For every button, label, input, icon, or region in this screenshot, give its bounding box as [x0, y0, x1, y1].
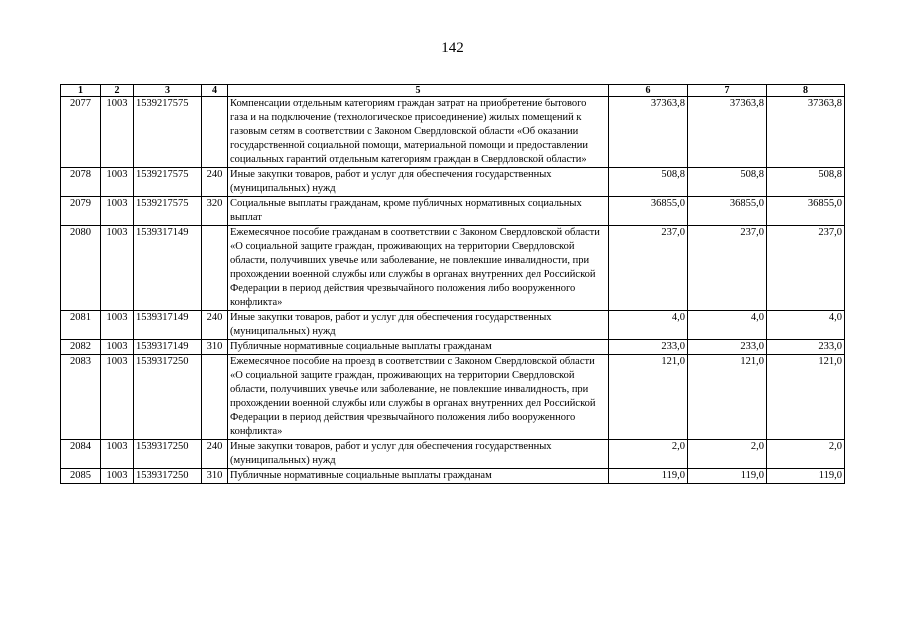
target-article-cell: 1539217575 [134, 168, 202, 197]
expense-type-cell: 310 [202, 340, 228, 355]
amount-col-6-cell: 119,0 [609, 469, 688, 484]
amount-col-6-cell: 36855,0 [609, 197, 688, 226]
header-col-5: 5 [228, 85, 609, 97]
description-cell: Ежемесячное пособие гражданам в соответствии с Законом Свердловской области «О социальной защите граждан, проживающих на территории Свердловской области, получивших увечье или заболевание, не повлекшие инвалидности, при прохождении военной службы или службы в органах внутренних дел Российской Федерации в период действия чрезвычайного положения либо вооруженного конфликта» [228, 226, 609, 311]
amount-col-7-cell: 233,0 [688, 340, 767, 355]
table-row [61, 355, 845, 440]
expense-type-cell [202, 226, 228, 311]
section-code-cell: 1003 [101, 469, 134, 484]
header-row [61, 85, 845, 97]
table-row [61, 168, 845, 197]
page-number: 142 [441, 40, 464, 56]
amount-col-8-cell: 37363,8 [767, 97, 845, 168]
amount-col-7-cell: 2,0 [688, 440, 767, 469]
amount-col-8-cell: 2,0 [767, 440, 845, 469]
amount-col-6-cell: 121,0 [609, 355, 688, 440]
amount-col-8-cell: 119,0 [767, 469, 845, 484]
amount-col-7-cell: 36855,0 [688, 197, 767, 226]
amount-col-8-cell: 233,0 [767, 340, 845, 355]
expense-type-cell: 320 [202, 197, 228, 226]
section-code-cell: 1003 [101, 355, 134, 440]
amount-col-7-cell: 119,0 [688, 469, 767, 484]
target-article-cell: 1539317250 [134, 469, 202, 484]
description-cell: Иные закупки товаров, работ и услуг для обеспечения государственных (муниципальных) нужд [228, 311, 609, 340]
expense-type-cell: 240 [202, 440, 228, 469]
row-number-cell: 2081 [61, 311, 101, 340]
amount-col-8-cell: 36855,0 [767, 197, 845, 226]
description-cell: Ежемесячное пособие на проезд в соответствии с Законом Свердловской области «О социальной защите граждан, проживающих на территории Свердловской области, получивших увечье или заболевание, не повлекшие инвалидность, при прохождении военной службы или службы в органах внутренних дел Российской Федерации в период действия чрезвычайного положения либо вооруженного конфликта» [228, 355, 609, 440]
amount-col-8-cell: 4,0 [767, 311, 845, 340]
header-col-6: 6 [609, 85, 688, 97]
header-col-2: 2 [101, 85, 134, 97]
amount-col-7-cell: 37363,8 [688, 97, 767, 168]
header-col-1: 1 [61, 85, 101, 97]
amount-col-8-cell: 508,8 [767, 168, 845, 197]
target-article-cell: 1539317149 [134, 311, 202, 340]
header-col-4: 4 [202, 85, 228, 97]
target-article-cell: 1539317250 [134, 440, 202, 469]
row-number-cell: 2082 [61, 340, 101, 355]
amount-col-6-cell: 237,0 [609, 226, 688, 311]
row-number-cell: 2085 [61, 469, 101, 484]
row-number-cell: 2083 [61, 355, 101, 440]
section-code-cell: 1003 [101, 340, 134, 355]
target-article-cell: 1539317250 [134, 355, 202, 440]
amount-col-8-cell: 237,0 [767, 226, 845, 311]
header-col-8: 8 [767, 85, 845, 97]
expense-type-cell: 240 [202, 311, 228, 340]
amount-col-6-cell: 2,0 [609, 440, 688, 469]
header-col-3: 3 [134, 85, 202, 97]
row-number-cell: 2079 [61, 197, 101, 226]
description-cell: Публичные нормативные социальные выплаты гражданам [228, 469, 609, 484]
table-row [61, 311, 845, 340]
section-code-cell: 1003 [101, 440, 134, 469]
row-number-cell: 2077 [61, 97, 101, 168]
expense-type-cell [202, 97, 228, 168]
table-row [61, 440, 845, 469]
header-col-7: 7 [688, 85, 767, 97]
section-code-cell: 1003 [101, 197, 134, 226]
description-cell: Иные закупки товаров, работ и услуг для обеспечения государственных (муниципальных) нужд [228, 168, 609, 197]
section-code-cell: 1003 [101, 311, 134, 340]
target-article-cell: 1539217575 [134, 197, 202, 226]
amount-col-7-cell: 237,0 [688, 226, 767, 311]
section-code-cell: 1003 [101, 168, 134, 197]
amount-col-7-cell: 4,0 [688, 311, 767, 340]
row-number-cell: 2078 [61, 168, 101, 197]
amount-col-6-cell: 233,0 [609, 340, 688, 355]
target-article-cell: 1539317149 [134, 340, 202, 355]
amount-col-6-cell: 508,8 [609, 168, 688, 197]
table-row [61, 197, 845, 226]
description-cell: Иные закупки товаров, работ и услуг для обеспечения государственных (муниципальных) нужд [228, 440, 609, 469]
table-row [61, 97, 845, 168]
table-row [61, 469, 845, 484]
target-article-cell: 1539317149 [134, 226, 202, 311]
section-code-cell: 1003 [101, 226, 134, 311]
description-cell: Публичные нормативные социальные выплаты гражданам [228, 340, 609, 355]
amount-col-6-cell: 4,0 [609, 311, 688, 340]
amount-col-6-cell: 37363,8 [609, 97, 688, 168]
description-cell: Социальные выплаты гражданам, кроме публичных нормативных социальных выплат [228, 197, 609, 226]
row-number-cell: 2084 [61, 440, 101, 469]
expense-type-cell: 240 [202, 168, 228, 197]
amount-col-7-cell: 121,0 [688, 355, 767, 440]
amount-col-8-cell: 121,0 [767, 355, 845, 440]
expense-type-cell: 310 [202, 469, 228, 484]
row-number-cell: 2080 [61, 226, 101, 311]
target-article-cell: 1539217575 [134, 97, 202, 168]
budget-table [60, 84, 845, 484]
table-row [61, 340, 845, 355]
table-body [61, 97, 845, 484]
description-cell: Компенсации отдельным категориям граждан затрат на приобретение бытового газа и на подключение (технологическое присоединение) жилых помещений к газовым сетям в соответствии с Законом Свердловской области «Об оказании государственной социальной помощи, материальной помощи и предоставлении социальных гарантий отдельным категориям граждан в Свердловской области» [228, 97, 609, 168]
amount-col-7-cell: 508,8 [688, 168, 767, 197]
expense-type-cell [202, 355, 228, 440]
table-row [61, 226, 845, 311]
section-code-cell: 1003 [101, 97, 134, 168]
